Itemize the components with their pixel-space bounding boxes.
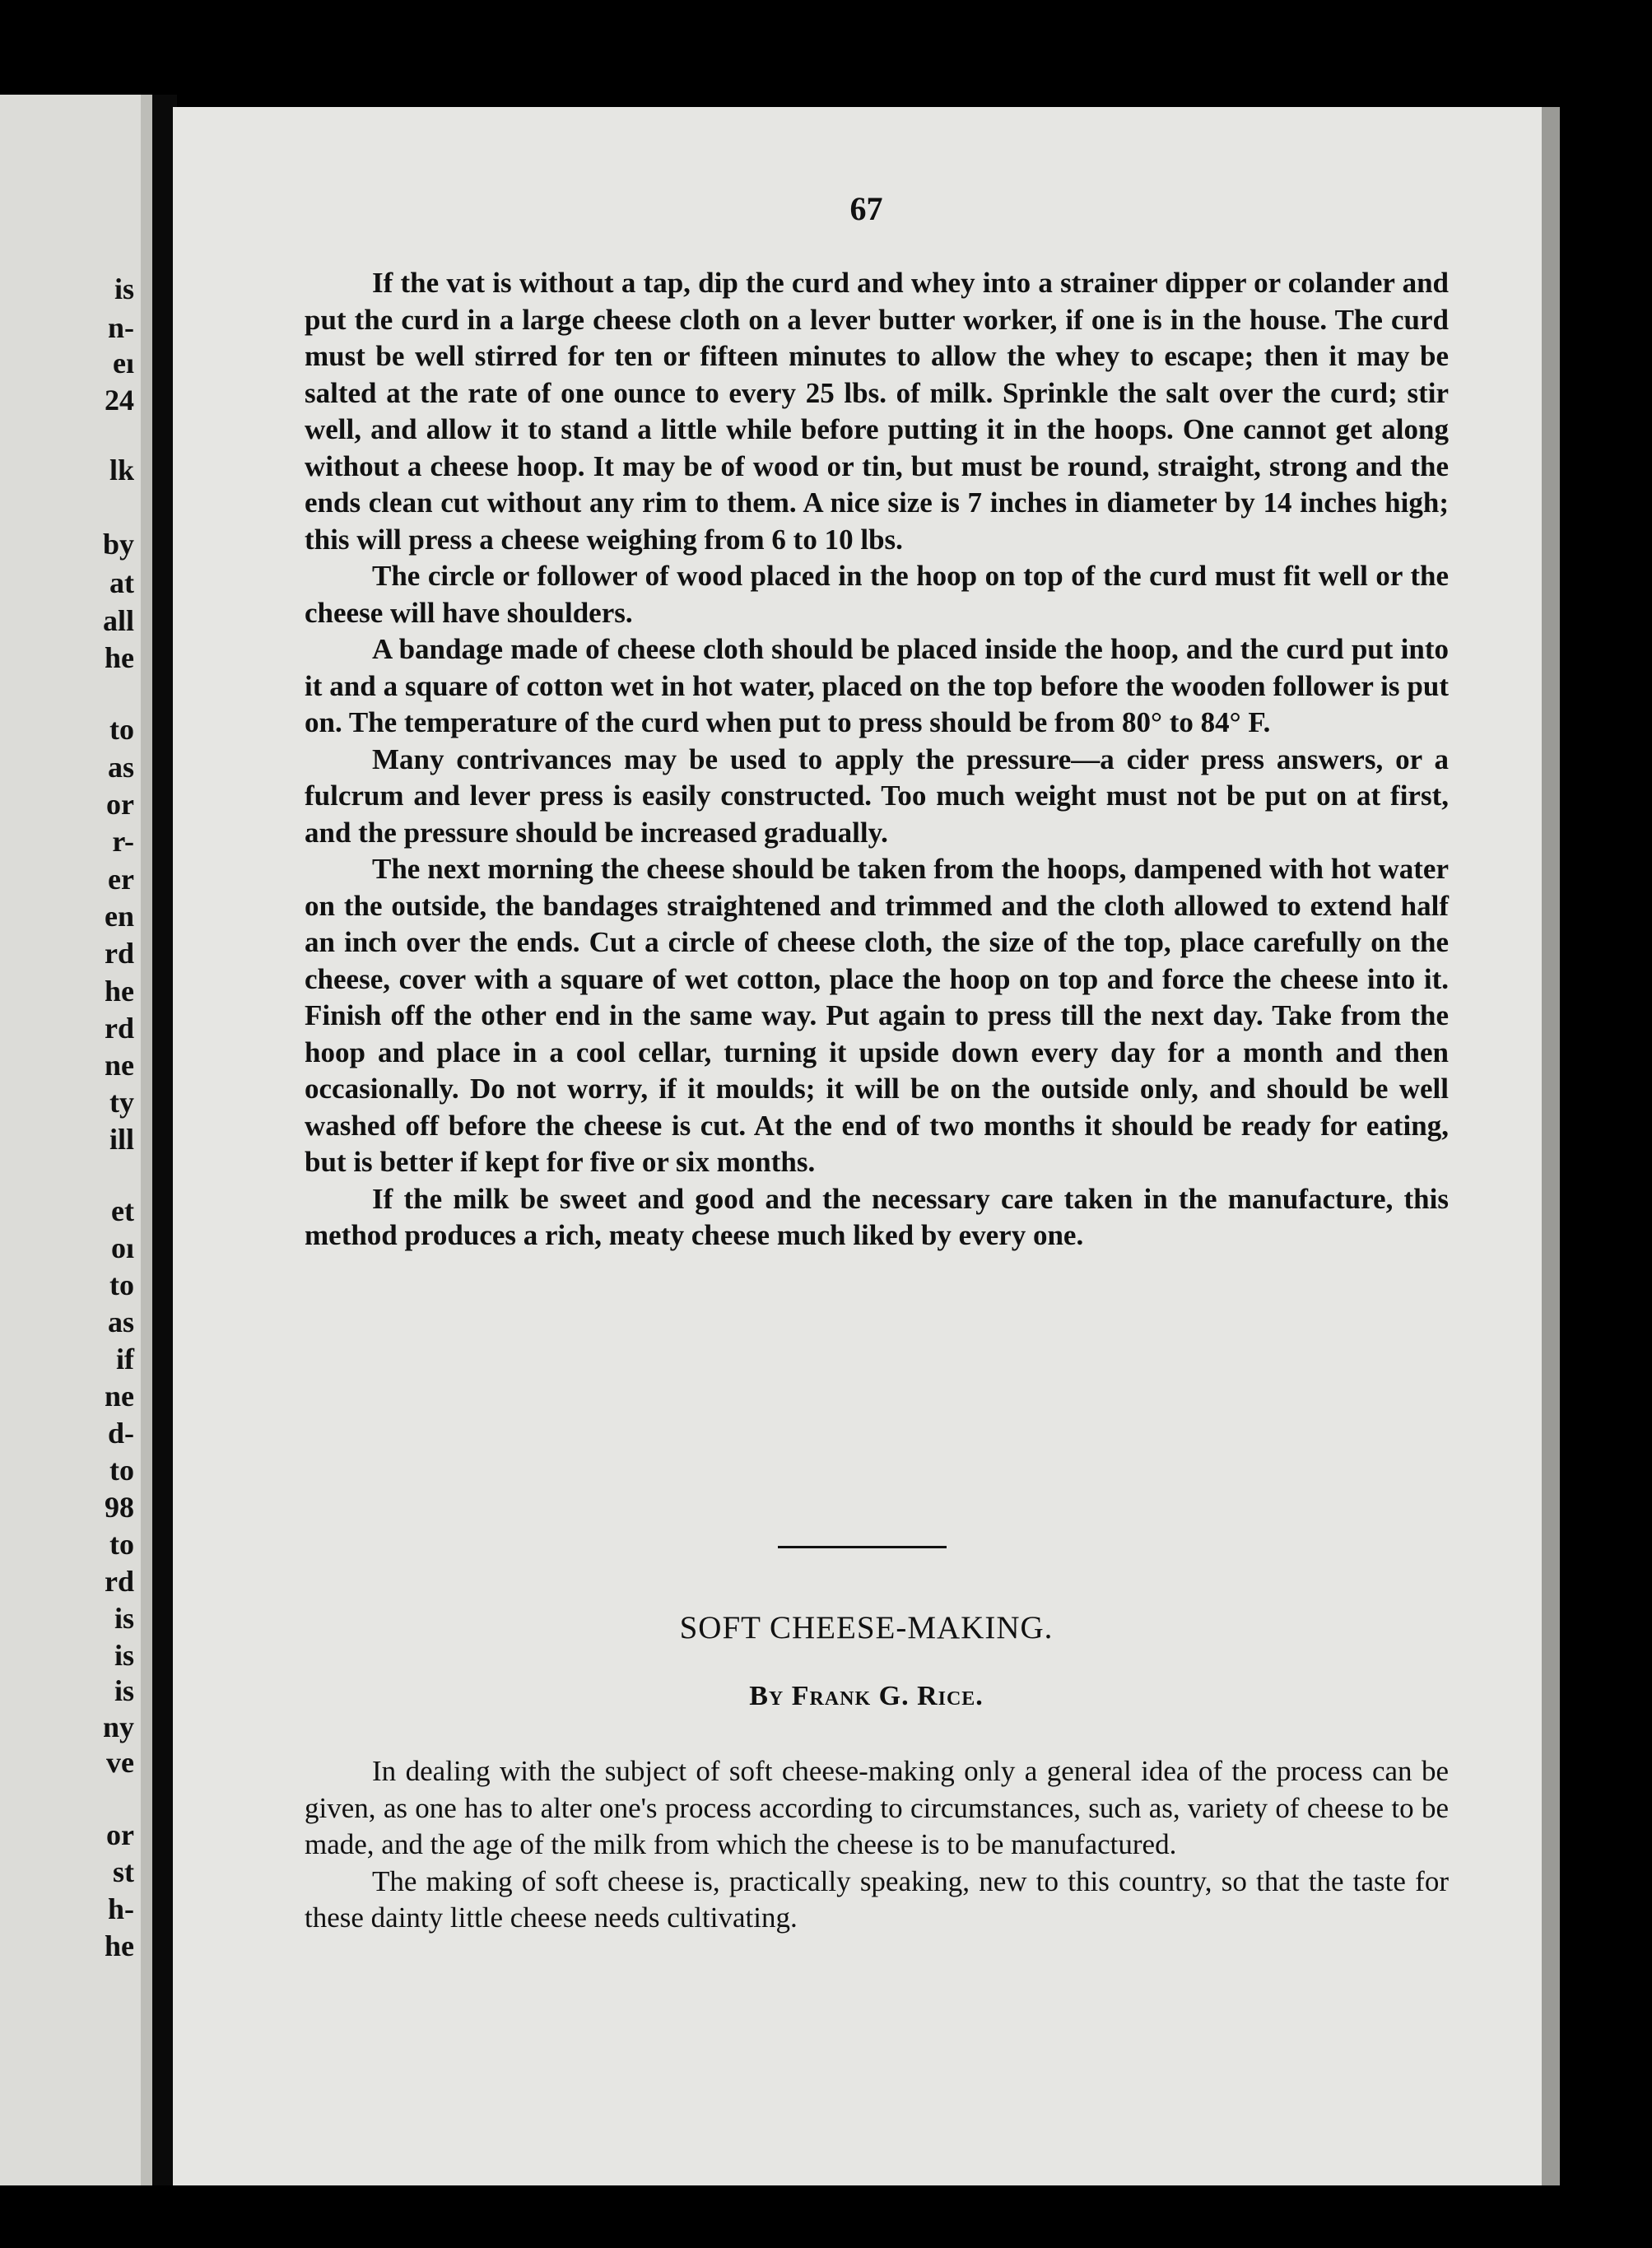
section-body [305, 265, 1449, 1254]
left-fragment: ty [109, 1086, 134, 1119]
left-fragment: to [109, 1528, 134, 1561]
left-fragment: is [114, 272, 134, 305]
paragraph: The circle or follower of wood placed in the hoop on top of the curd must fit well or the cheese will have shoulders. [305, 560, 1449, 629]
left-fragment: ve [106, 1746, 134, 1779]
section-heading: SOFT CHEESE-MAKING. [679, 1610, 1054, 1645]
left-fragment: at [109, 566, 134, 599]
byline: By Frank G. Rice. [749, 1681, 984, 1711]
left-fragment: ny [102, 1710, 134, 1743]
left-fragment: r- [112, 825, 134, 858]
left-fragment: ill [109, 1123, 134, 1156]
paragraph: Many contrivances may be used to apply the pressure—a cider press answers, or a fulcrum and lever press is easily constructed. Too much weight must not be put on at first, and the pressure should be increased gradually. [305, 742, 1449, 849]
paragraph: If the milk be sweet and good and the necessary care taken in the manufacture, this method produces a rich, meaty cheese much liked by every one. [305, 1182, 1449, 1251]
left-fragment: lk [109, 454, 134, 486]
page-number: 67 [849, 190, 883, 227]
left-fragment: rd [105, 1012, 134, 1045]
section-divider [778, 1546, 947, 1548]
left-fragment: by [102, 528, 134, 561]
left-fragment: to [109, 713, 134, 746]
left-fragment: he [105, 1929, 134, 1962]
left-fragment: if [116, 1343, 134, 1375]
left-fragment: all [102, 604, 134, 637]
paragraph: The next morning the cheese should be taken from the hoops, dampened with hot water on the outside, the bandages straightened and trimmed and the cloth allowed to extend half an inch over the ends. Cut a circle of cheese cloth, the size of the top, place carefully on the cheese, cover with a square of wet cotton, place the hoop on top and force the cheese into it. Finish off the other end in the same way. Put again to press till the next day. Take from the hoop and place in a cool cellar, turning it upside down every day for a month and then occasionally. Do not worry, if it moulds; it will be on the outside only, and should be well washed off before the cheese is cut. At the end of two months it should be ready for eating, but is better if kept for five or six months. [305, 853, 1449, 1178]
left-fragment: to [109, 1454, 134, 1487]
left-page [0, 95, 152, 2185]
section-body-2 [305, 1753, 1449, 1937]
page-edge [1542, 107, 1560, 2185]
left-fragment: to [109, 1268, 134, 1301]
left-fragment: is [114, 1639, 134, 1672]
left-fragment: ne [105, 1380, 134, 1413]
paragraph: The making of soft cheese is, practically speaking, new to this country, so that the taste for these dainty little cheese needs cultivating. [305, 1864, 1449, 1934]
left-fragment: d- [107, 1417, 134, 1450]
left-fragment: rd [105, 1565, 134, 1598]
left-fragment: h- [107, 1892, 134, 1925]
left-fragment: n- [107, 311, 134, 344]
left-fragment: en [105, 900, 134, 933]
left-fragment: 98 [105, 1491, 134, 1524]
left-fragment: is [114, 1602, 134, 1635]
left-fragment: he [105, 975, 134, 1008]
left-fragment: or [106, 788, 134, 821]
left-fragment: 24 [105, 384, 134, 417]
left-fragment: as [107, 1306, 134, 1338]
left-fragment: st [113, 1855, 134, 1888]
left-fragment: ne [105, 1049, 134, 1082]
paragraph: If the vat is without a tap, dip the curd and whey into a strainer dipper or colander and put the curd in a large cheese cloth on a lever butter worker, if one is in the house. The curd must be well stirred for ten or fifteen minutes to allow the whey to escape; then it may be salted at the rate of one ounce to every 25 lbs. of milk. Sprinkle the salt over the curd; stir well, and allow it to stand a little while before putting it in the hoops. One cannot get along without a cheese hoop. It may be of wood or tin, but must be round, straight, strong and the ends clean cut without any rim to them. A nice size is 7 inches in diameter by 14 inches high; this will press a cheese weighing from 6 to 10 lbs. [305, 267, 1449, 556]
left-fragment: oı [110, 1231, 134, 1264]
left-fragment: as [107, 751, 134, 784]
left-fragment: is [114, 1674, 134, 1707]
left-fragment: et [111, 1194, 134, 1227]
book-page [173, 107, 1560, 2185]
left-fragment: er [108, 863, 134, 896]
left-page-edge [141, 95, 152, 2185]
left-fragment: rd [105, 937, 134, 970]
paragraph: A bandage made of cheese cloth should be placed inside the hoop, and the curd put into it and a square of cotton wet in hot water, placed on the top before the wooden follower is put on. The temperature of the curd when put to press should be from 80° to 84° F. [305, 633, 1449, 738]
left-fragment: or [106, 1818, 134, 1851]
left-fragment: he [105, 641, 134, 674]
paragraph: In dealing with the subject of soft cheese-making only a general idea of the process can be given, as one has to alter one's process according to circumstances, such as, variety of cheese to be made, and the age of the milk from which the cheese is to be manufactured. [305, 1755, 1449, 1860]
left-fragment: eı [113, 347, 134, 379]
